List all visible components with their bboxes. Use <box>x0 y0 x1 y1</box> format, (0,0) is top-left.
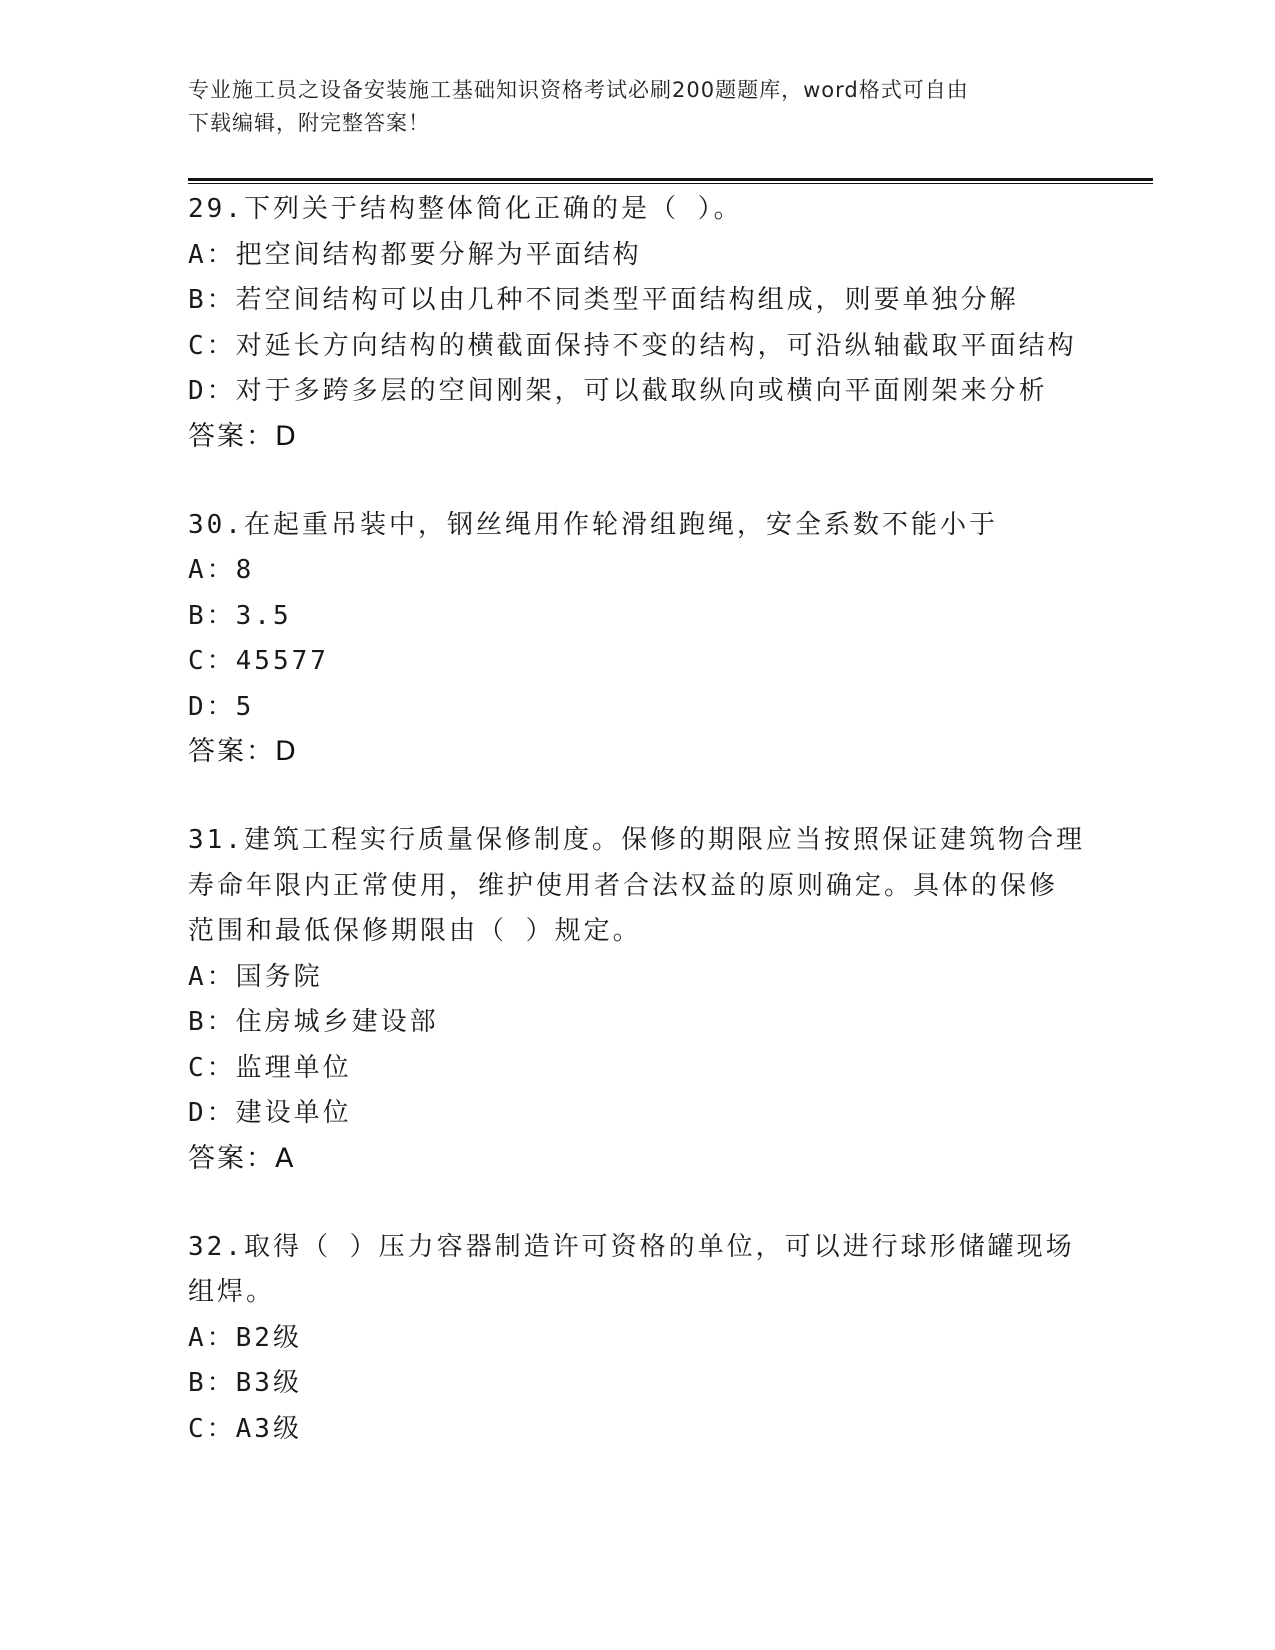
question-list <box>188 187 1088 1496</box>
option-c: C：A3级 <box>188 1413 302 1444</box>
answer-line: 答案：A <box>188 1142 296 1174</box>
question-30 <box>188 503 1088 775</box>
option-c: C：45577 <box>188 646 329 676</box>
question-stem-line-3: 范围和最低保修期限由（ ）规定。 <box>188 916 642 946</box>
option-b: B：若空间结构可以由几种不同类型平面结构组成，则要单独分解 <box>188 285 1019 315</box>
option-d: D：5 <box>188 691 255 722</box>
header-divider-thick <box>188 178 1153 181</box>
option-a: A：国务院 <box>188 961 323 992</box>
option-d: D：建设单位 <box>188 1098 352 1128</box>
question-stem: 30.在起重吊装中，钢丝绳用作轮滑组跑绳，安全系数不能小于 <box>188 509 998 540</box>
document-header <box>188 74 1088 140</box>
question-stem-line-2: 寿命年限内正常使用，维护使用者合法权益的原则确定。具体的保修 <box>188 870 1059 901</box>
question-31 <box>188 818 1088 1181</box>
question-stem-line-1: 31.建筑工程实行质量保修制度。保修的期限应当按照保证建筑物合理 <box>188 825 1085 855</box>
question-29 <box>188 187 1088 459</box>
option-b: B：住房城乡建设部 <box>188 1007 439 1037</box>
question-stem-line-1: 32.取得（ ）压力容器制造许可资格的单位，可以进行球形储罐现场 <box>188 1231 1075 1262</box>
question-stem: 29.下列关于结构整体简化正确的是（ ）。 <box>188 194 743 224</box>
header-title-line-1: 专业施工员之设备安装施工基础知识资格考试必刷200题题库，word格式可自由 <box>188 78 969 102</box>
option-b: B：3.5 <box>188 600 292 631</box>
header-divider-thin <box>188 183 1153 184</box>
option-b: B：B3级 <box>188 1368 302 1398</box>
header-title-line-2: 下载编辑，附完整答案！ <box>188 111 430 135</box>
answer-line: 答案：D <box>188 736 298 767</box>
question-stem-line-2: 组焊。 <box>188 1277 276 1307</box>
option-d: D：对于多跨多层的空间刚架，可以截取纵向或横向平面刚架来分析 <box>188 376 1048 406</box>
option-a: A：把空间结构都要分解为平面结构 <box>188 239 642 270</box>
option-a: A：8 <box>188 555 255 585</box>
option-a: A：B2级 <box>188 1322 302 1353</box>
question-32 <box>188 1225 1088 1453</box>
answer-line: 答案：D <box>188 420 298 452</box>
option-c: C：对延长方向结构的横截面保持不变的结构，可沿纵轴截取平面结构 <box>188 330 1077 361</box>
option-c: C：监理单位 <box>188 1052 352 1083</box>
